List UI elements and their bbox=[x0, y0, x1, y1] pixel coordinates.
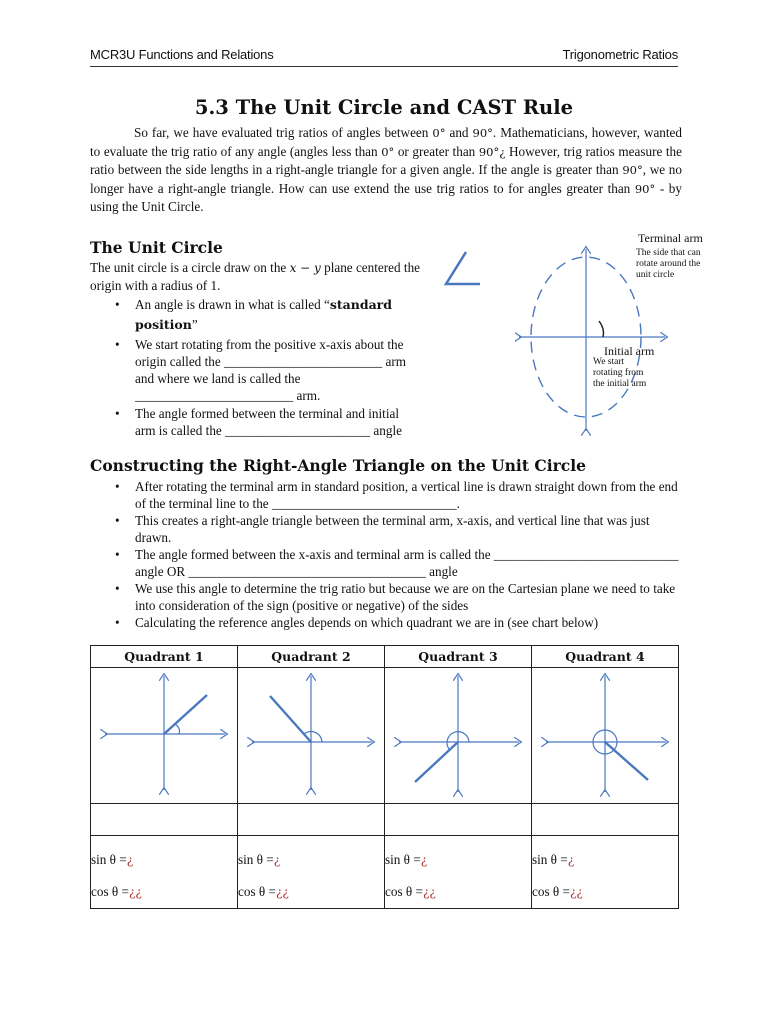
constructing-list bbox=[90, 478, 682, 631]
quadrant-3-ratios: sin θ =¿ cos θ =¿¿ bbox=[385, 836, 532, 909]
quadrant-4-header: Quadrant 4 bbox=[532, 646, 679, 668]
constructing-heading: Constructing the Right-Angle Triangle on the Unit Circle bbox=[90, 456, 586, 475]
quadrant-3-header: Quadrant 3 bbox=[385, 646, 532, 668]
list-item: • This creates a right-angle triangle between the terminal arm, x-axis, and vertical line that was just drawn. bbox=[90, 512, 682, 546]
unit-circle-text: The unit circle is a circle draw on the x − y plane centered the origin with a radius of 1. • An angle is drawn in what is called “standard position” • We start rotating from the positive x-axis about the origin called the ________________________ arm and where we land is called the ________________________ arm. • The angle formed between the terminal and initial arm is called the ______________________ angle bbox=[90, 259, 420, 439]
deg-90: 90° bbox=[472, 126, 493, 140]
list-item: • We use this angle to determine the trig ratio but because we are on the Cartesian plane we need to take into consideration of the sign (positive or negative) of the sides bbox=[90, 580, 682, 614]
header-right: Trigonometric Ratios bbox=[562, 47, 678, 62]
list-item: • After rotating the terminal arm in standard position, a vertical line is drawn straight down from the end of the terminal line to the ____________________________. bbox=[90, 478, 682, 512]
quadrant-1-header: Quadrant 1 bbox=[91, 646, 238, 668]
quadrant-1-blank[interactable] bbox=[91, 804, 238, 836]
list-item: • The angle formed between the terminal and initial arm is called the ______________________ angle bbox=[90, 405, 420, 439]
unit-circle-heading: The Unit Circle bbox=[90, 238, 223, 257]
initial-arm-note: We start rotating from the initial arm bbox=[593, 357, 647, 389]
initial-arm-label: Initial arm bbox=[604, 344, 655, 358]
quadrant-4-ratios: sin θ =¿ cos θ =¿¿ bbox=[532, 836, 679, 909]
quadrant-2-header: Quadrant 2 bbox=[238, 646, 385, 668]
quadrant-2-blank[interactable] bbox=[238, 804, 385, 836]
quadrant-3-diagram bbox=[385, 668, 532, 804]
quadrant-1-diagram bbox=[91, 668, 238, 804]
terminal-arm-label: Terminal arm bbox=[638, 231, 703, 245]
intro-paragraph: So far, we have evaluated trig ratios of angles between 0° and 90°. Mathematicians, however, wanted to evaluate the trig ratio of any angle (angles less than 0° or greater than 90°¿ However, trig ratios measure the ratio between the side lengths in a right-angle triangle for a given angle. If the angle is greater than 90°, we no longer have a right-angle triangle. How can use extend the use trig ratios to for angles greater than 90° - by using the Unit Circle. bbox=[90, 125, 683, 215]
list-item: • An angle is drawn in what is called “standard position” bbox=[90, 295, 420, 335]
angle-sketch bbox=[440, 248, 490, 290]
quadrant-3-blank[interactable] bbox=[385, 804, 532, 836]
quadrant-1-ratios: sin θ =¿ cos θ =¿¿ bbox=[91, 836, 238, 909]
deg-0: 0° bbox=[432, 126, 446, 140]
list-item: • The angle formed between the x-axis and terminal arm is called the ____________________________ angle OR ____________________________________ angle bbox=[90, 546, 682, 580]
list-item: • Calculating the reference angles depends on which quadrant we are in (see chart below) bbox=[90, 614, 682, 631]
quadrant-table bbox=[90, 645, 679, 909]
header-left: MCR3U Functions and Relations bbox=[90, 47, 274, 62]
quadrant-4-diagram bbox=[532, 668, 679, 804]
quadrant-2-diagram bbox=[238, 668, 385, 804]
terminal-arm-note: The side that can rotate around the unit circle bbox=[636, 248, 701, 280]
list-item: • We start rotating from the positive x-axis about the origin called the ________________________ arm and where we land is called the ________________________ arm. bbox=[90, 336, 420, 404]
header-rule bbox=[90, 66, 678, 67]
quadrant-4-blank[interactable] bbox=[532, 804, 679, 836]
quadrant-2-ratios: sin θ =¿ cos θ =¿¿ bbox=[238, 836, 385, 909]
page-title: 5.3 The Unit Circle and CAST Rule bbox=[194, 96, 574, 119]
